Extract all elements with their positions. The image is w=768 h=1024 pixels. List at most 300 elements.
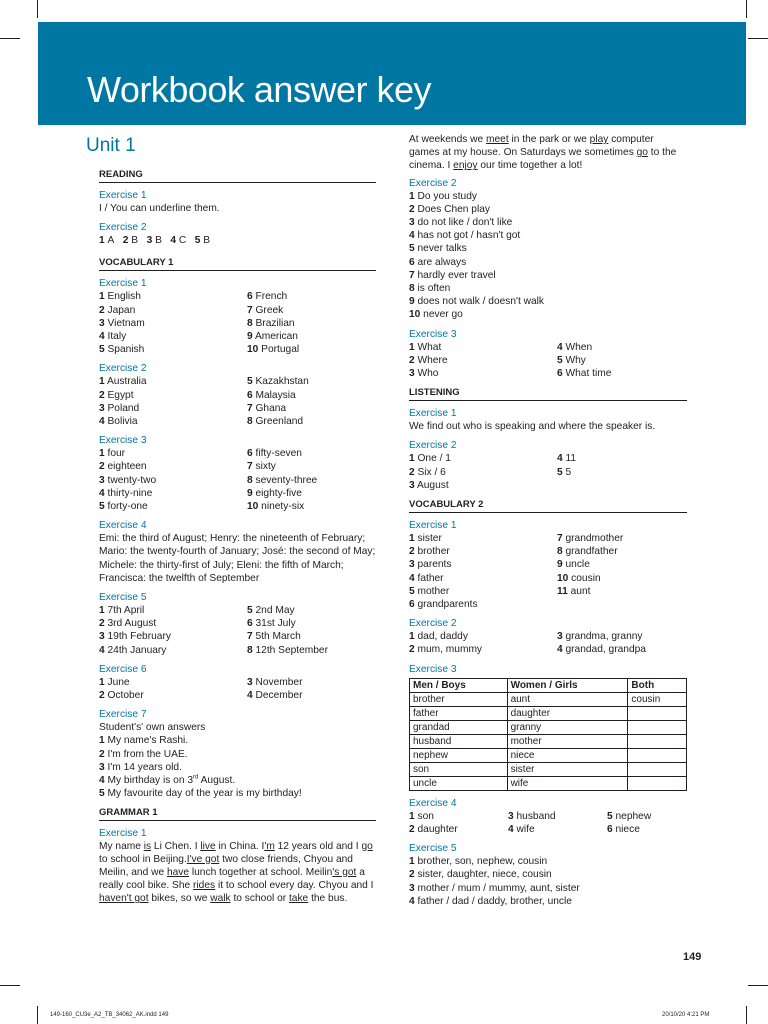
- item-text: nephew: [612, 810, 652, 822]
- answer-text: We find out who is speaking and where the speaker is.: [409, 421, 656, 433]
- answer-column: [409, 341, 557, 381]
- item-number: 4: [557, 644, 563, 656]
- item-text: 7th April: [104, 605, 145, 617]
- answer-column: [557, 630, 687, 656]
- item-number: 10: [247, 344, 259, 356]
- list-item: [557, 585, 687, 598]
- item-text: son: [414, 810, 434, 822]
- item-text: daughter: [414, 823, 458, 835]
- item-text: Australia: [104, 376, 147, 388]
- item-text: seventy-three: [252, 474, 318, 486]
- item-text: Do you study: [414, 190, 477, 202]
- item-number: 1: [99, 448, 105, 460]
- item-text: August.: [198, 775, 236, 787]
- answer-column: [247, 290, 376, 356]
- item-text: Egypt: [104, 389, 134, 401]
- list-item: [247, 415, 376, 428]
- table-cell: wife: [507, 776, 628, 790]
- answer-grid: [409, 452, 687, 492]
- list-item: [557, 367, 687, 380]
- list-item: [557, 572, 687, 585]
- table-row: [410, 692, 687, 706]
- item-text: 11: [562, 453, 577, 465]
- list-item: [99, 787, 376, 800]
- list-item: [247, 330, 376, 343]
- item-text: do not like / don't like: [414, 217, 513, 229]
- item-number: 5: [557, 466, 563, 478]
- list-item: [557, 643, 687, 656]
- item-text: A: [104, 235, 123, 247]
- list-item: [247, 402, 376, 415]
- item-text: dad, daddy: [414, 631, 468, 643]
- item-text: Greenland: [252, 416, 304, 428]
- answer-list: [409, 855, 687, 908]
- list-item: [409, 256, 687, 269]
- item-number: 10: [247, 501, 259, 513]
- item-number: 4: [170, 235, 177, 247]
- paragraph-text: My name: [99, 840, 144, 852]
- table-cell: [628, 748, 687, 762]
- answer-column: [99, 375, 247, 428]
- item-number: 4: [99, 644, 105, 656]
- item-text: My favourite day of the year is my birthday!: [104, 788, 302, 800]
- list-item: [99, 375, 247, 388]
- list-item: [409, 855, 687, 868]
- item-text: 5th March: [252, 631, 301, 643]
- exercise-label: Exercise 5: [409, 843, 457, 855]
- crop-mark: [0, 985, 20, 986]
- item-number: 1: [99, 291, 105, 303]
- item-text: eighty-five: [252, 487, 302, 499]
- item-number: 5: [607, 810, 613, 822]
- item-text: cousin: [568, 572, 601, 584]
- item-text: 24th January: [104, 644, 167, 656]
- table-row: [410, 734, 687, 748]
- list-item: [409, 479, 557, 492]
- list-item: [247, 460, 376, 473]
- paragraph-text: in China. I: [215, 840, 265, 852]
- list-item: [99, 415, 247, 428]
- table-row: [410, 762, 687, 776]
- list-item: [409, 598, 557, 611]
- exercise-label: Exercise 1: [99, 190, 147, 201]
- item-text: wife: [513, 823, 535, 835]
- list-item: [409, 354, 557, 367]
- item-number: 9: [557, 559, 563, 571]
- item-number: 3: [99, 474, 105, 486]
- list-item: [247, 317, 376, 330]
- item-number: 2: [409, 823, 415, 835]
- item-number: 5: [99, 501, 105, 513]
- item-number: 4: [557, 453, 563, 465]
- paragraph-text: our time together a lot!: [477, 160, 583, 172]
- list-item: [409, 242, 687, 255]
- list-item: [99, 630, 247, 643]
- list-item: [508, 810, 607, 823]
- item-number: 9: [247, 487, 253, 499]
- item-text: Japan: [104, 304, 136, 316]
- table-cell: father: [410, 706, 508, 720]
- item-text: 19th February: [104, 631, 171, 643]
- item-number: 7: [247, 631, 253, 643]
- item-number: 6: [247, 389, 253, 401]
- list-item: [409, 823, 508, 836]
- exercise-label: Exercise 1: [99, 278, 147, 290]
- item-number: 2: [409, 869, 415, 881]
- item-text: October: [104, 690, 144, 702]
- item-number: 5: [99, 788, 105, 800]
- item-text: Why: [562, 354, 586, 366]
- underlined-answer: walk: [210, 893, 231, 905]
- list-item: [99, 474, 247, 487]
- page-number: 149: [683, 951, 702, 963]
- answer-text: Emi: the third of August; Henry: the nineteenth of February; Mario: the twenty-fourth of January; José: the second of May; Michele: the thirty-first of July; Eleni: the fifth of March; Francisca: the twelfth of September: [99, 533, 376, 584]
- list-item: [409, 308, 687, 321]
- item-number: 8: [247, 644, 253, 656]
- item-text: French: [252, 291, 288, 303]
- item-text: Italy: [104, 331, 127, 343]
- table-cell: grandad: [410, 720, 508, 734]
- item-text: I'm from the UAE.: [104, 748, 188, 760]
- item-text: ninety-six: [258, 501, 305, 513]
- answer-inline-list: [99, 234, 376, 247]
- paragraph-text: bikes, so we: [148, 893, 211, 905]
- item-number: 3: [409, 217, 415, 229]
- item-number: 3: [99, 402, 105, 414]
- crop-mark: [746, 1006, 747, 1024]
- exercise-label: Exercise 3: [99, 435, 147, 447]
- list-item: [99, 487, 247, 500]
- item-number: 5: [409, 243, 415, 255]
- item-number: 7: [557, 533, 563, 545]
- item-number: 1: [99, 376, 105, 388]
- title-banner: [38, 22, 746, 125]
- list-item: [557, 466, 687, 479]
- item-text: hardly ever travel: [414, 269, 496, 281]
- answer-column: [557, 452, 687, 492]
- item-number: 9: [409, 296, 415, 308]
- exercise-label: Exercise 3: [409, 328, 457, 340]
- item-text: B: [128, 235, 147, 247]
- item-number: 4: [409, 895, 415, 907]
- item-text: Spanish: [104, 344, 145, 356]
- paragraph-text: two close friends, Chyou and Meilin, and we: [99, 853, 353, 878]
- list-item: [409, 585, 557, 598]
- underlined-answer: I've got: [186, 853, 220, 865]
- item-text: thirty-nine: [104, 487, 153, 499]
- answer-grid: [409, 341, 687, 381]
- crop-mark: [746, 0, 747, 18]
- item-number: 2: [122, 235, 129, 247]
- item-number: 4: [99, 331, 105, 343]
- item-text: father / dad / daddy, brother, uncle: [414, 895, 572, 907]
- item-number: 2: [409, 354, 415, 366]
- item-number: 2: [99, 690, 105, 702]
- item-text: Ghana: [252, 402, 287, 414]
- underlined-answer: live: [200, 840, 216, 852]
- list-item: [508, 823, 607, 836]
- section-heading-listening: LISTENING: [409, 387, 687, 401]
- list-item: [607, 810, 687, 823]
- list-item: [607, 823, 687, 836]
- item-number: 8: [409, 283, 415, 295]
- item-text: I'm 14 years old.: [104, 761, 182, 773]
- item-number: 6: [607, 823, 613, 835]
- answer-text: Student's' own answers: [99, 722, 206, 734]
- item-number: 1: [99, 735, 105, 747]
- item-number: 4: [409, 572, 415, 584]
- item-text: June: [104, 676, 130, 688]
- item-text: sixty: [252, 461, 276, 473]
- answer-paragraph: [99, 840, 376, 906]
- item-number: 2: [99, 618, 105, 630]
- item-number: 4: [557, 341, 563, 353]
- underlined-answer: rides: [193, 880, 216, 892]
- item-text: What time: [562, 368, 612, 380]
- table-cell: [628, 762, 687, 776]
- table-cell: [628, 734, 687, 748]
- section-heading-vocabulary-2: VOCABULARY 2: [409, 499, 687, 513]
- item-number: 2: [99, 748, 105, 760]
- right-column: [409, 133, 687, 908]
- item-number: 1: [409, 856, 415, 868]
- list-item: [409, 532, 557, 545]
- table-cell: brother: [410, 692, 508, 706]
- paragraph-text: in the park or we: [508, 134, 590, 145]
- list-item: [99, 676, 247, 689]
- table-cell: son: [410, 762, 508, 776]
- item-text: Portugal: [258, 344, 300, 356]
- item-text: grandma, granny: [562, 631, 643, 643]
- list-item: [247, 375, 376, 388]
- list-item: [557, 545, 687, 558]
- list-item: [409, 295, 687, 308]
- table-cell: [628, 720, 687, 734]
- item-text: 2nd May: [252, 605, 295, 617]
- answer-column: [99, 604, 247, 657]
- item-text: four: [104, 448, 126, 460]
- answer-column: [409, 532, 557, 611]
- list-item: [247, 676, 376, 689]
- exercise-label: Exercise 2: [409, 440, 457, 452]
- item-text: niece: [612, 823, 640, 835]
- left-column: [86, 132, 376, 906]
- crop-mark: [37, 1006, 38, 1024]
- exercise-label: Exercise 1: [409, 520, 457, 532]
- item-text: 12th September: [252, 644, 328, 656]
- table-cell: daughter: [507, 706, 628, 720]
- table-cell: granny: [507, 720, 628, 734]
- item-text: grandmother: [562, 533, 624, 545]
- item-number: 3: [508, 810, 514, 822]
- underlined-answer: go: [636, 147, 648, 159]
- list-item: [247, 290, 376, 303]
- item-text: Poland: [104, 402, 140, 414]
- answer-column: [508, 810, 607, 836]
- exercise-label: Exercise 4: [409, 797, 457, 809]
- item-text: Greek: [252, 304, 284, 316]
- list-item: [247, 474, 376, 487]
- underlined-answer: go: [361, 840, 373, 852]
- item-text: twenty-two: [104, 474, 157, 486]
- list-item: [247, 500, 376, 513]
- underlined-answer: take: [288, 893, 309, 905]
- underlined-answer: play: [589, 134, 609, 145]
- section-heading-reading: READING: [99, 169, 376, 183]
- exercise-label: Exercise 2: [409, 618, 457, 630]
- item-text: B: [200, 235, 219, 247]
- list-item: [99, 460, 247, 473]
- exercise-label: Exercise 7: [99, 709, 147, 721]
- item-number: 1: [409, 631, 415, 643]
- item-number: 1: [409, 190, 415, 202]
- item-text: mother / mum / mummy, aunt, sister: [414, 882, 580, 894]
- list-item: [557, 630, 687, 643]
- table-cell: aunt: [507, 692, 628, 706]
- item-text: Who: [414, 368, 439, 380]
- exercise-label: Exercise 6: [99, 663, 147, 675]
- answer-list: [99, 734, 376, 800]
- item-number: 1: [409, 341, 415, 353]
- item-number: 3: [557, 631, 563, 643]
- list-item: [409, 868, 687, 881]
- list-item: [409, 558, 557, 571]
- item-text: never go: [420, 309, 463, 321]
- answer-paragraph: [409, 133, 687, 173]
- item-text: Vietnam: [104, 317, 145, 329]
- list-item: [99, 389, 247, 402]
- item-text: is often: [414, 283, 451, 295]
- paragraph-text: to school or: [230, 893, 289, 905]
- item-number: 1: [99, 676, 105, 688]
- item-number: 6: [247, 291, 253, 303]
- paragraph-text: 12 years old and I: [274, 840, 362, 852]
- item-number: 3: [409, 368, 415, 380]
- list-item: [247, 389, 376, 402]
- list-item: [409, 452, 557, 465]
- list-item: [99, 604, 247, 617]
- paragraph-text: to the cinema. I: [409, 147, 677, 172]
- list-item: [247, 487, 376, 500]
- table-row: [410, 706, 687, 720]
- item-number: 4: [99, 487, 105, 499]
- item-text: 5: [562, 466, 572, 478]
- underlined-answer: haven't got: [99, 893, 149, 905]
- table-header: Both: [628, 678, 687, 692]
- item-text: What: [414, 341, 442, 353]
- item-number: 8: [247, 416, 253, 428]
- table-cell: uncle: [410, 776, 508, 790]
- answer-grid: [99, 447, 376, 513]
- list-item: [409, 466, 557, 479]
- item-text: My birthday is on 3: [104, 775, 194, 787]
- answer-column: [99, 676, 247, 702]
- item-text: December: [252, 690, 303, 702]
- table-cell: [628, 776, 687, 790]
- item-number: 6: [557, 368, 563, 380]
- item-number: 1: [409, 453, 415, 465]
- section-heading-grammar-1: GRAMMAR 1: [99, 807, 376, 821]
- table-row: [410, 748, 687, 762]
- item-number: 7: [247, 402, 253, 414]
- item-text: are always: [414, 256, 467, 268]
- exercise-label: Exercise 5: [99, 592, 147, 604]
- list-item: [409, 643, 557, 656]
- answer-grid: [99, 676, 376, 702]
- item-text: husband: [513, 810, 556, 822]
- item-number: 5: [247, 605, 253, 617]
- underlined-answer: 'm: [264, 840, 275, 852]
- list-item: [409, 190, 687, 203]
- item-number: 4: [247, 690, 253, 702]
- item-number: 6: [409, 256, 415, 268]
- item-number: 6: [247, 448, 253, 460]
- list-item: [247, 630, 376, 643]
- answer-column: [99, 447, 247, 513]
- item-number: 2: [99, 304, 105, 316]
- item-number: 10: [409, 309, 421, 321]
- item-number: 2: [99, 461, 105, 473]
- list-item: [409, 630, 557, 643]
- item-text: Where: [414, 354, 448, 366]
- list-item: [409, 882, 687, 895]
- answer-column: [247, 676, 376, 702]
- list-item: [557, 354, 687, 367]
- item-number: 8: [247, 317, 253, 329]
- exercise-label: Exercise 2: [99, 222, 147, 234]
- item-number: 7: [247, 304, 253, 316]
- list-item: [409, 229, 687, 242]
- underlined-answer: meet: [486, 134, 509, 145]
- list-item: [409, 203, 687, 216]
- item-number: 3: [99, 317, 105, 329]
- answer-column: [247, 604, 376, 657]
- item-number: 9: [247, 331, 253, 343]
- item-number: 7: [247, 461, 253, 473]
- list-item: [247, 644, 376, 657]
- list-item: [99, 343, 247, 356]
- list-item: [99, 761, 376, 774]
- answer-column: [99, 290, 247, 356]
- item-text: B: [152, 235, 171, 247]
- item-number: 6: [247, 618, 253, 630]
- item-number: 1: [409, 810, 415, 822]
- exercise-label: Exercise 2: [99, 363, 147, 375]
- item-text: parents: [414, 559, 452, 571]
- item-text: Kazakhstan: [252, 376, 309, 388]
- list-item: [99, 644, 247, 657]
- item-text: 3rd August: [104, 618, 157, 630]
- exercise-label: Exercise 3: [409, 663, 457, 675]
- answer-column: [409, 810, 508, 836]
- crop-mark: [748, 38, 768, 39]
- item-text: has not got / hasn't got: [414, 230, 521, 242]
- paragraph-text: computer games at my house. On Saturdays we sometimes: [409, 134, 654, 159]
- list-item: [99, 330, 247, 343]
- paragraph-text: the bus.: [308, 893, 348, 905]
- item-text: grandad, grandpa: [562, 644, 646, 656]
- list-item: [247, 343, 376, 356]
- underlined-answer: have: [166, 866, 190, 878]
- footer-timestamp: 20/10/20 4:21 PM: [662, 1012, 710, 1018]
- item-text: father: [414, 572, 444, 584]
- ordinal-suffix: rd: [193, 774, 199, 781]
- item-number: 3: [146, 235, 153, 247]
- answer-column: [247, 375, 376, 428]
- list-item: [557, 558, 687, 571]
- list-item: [409, 572, 557, 585]
- item-text: American: [252, 331, 298, 343]
